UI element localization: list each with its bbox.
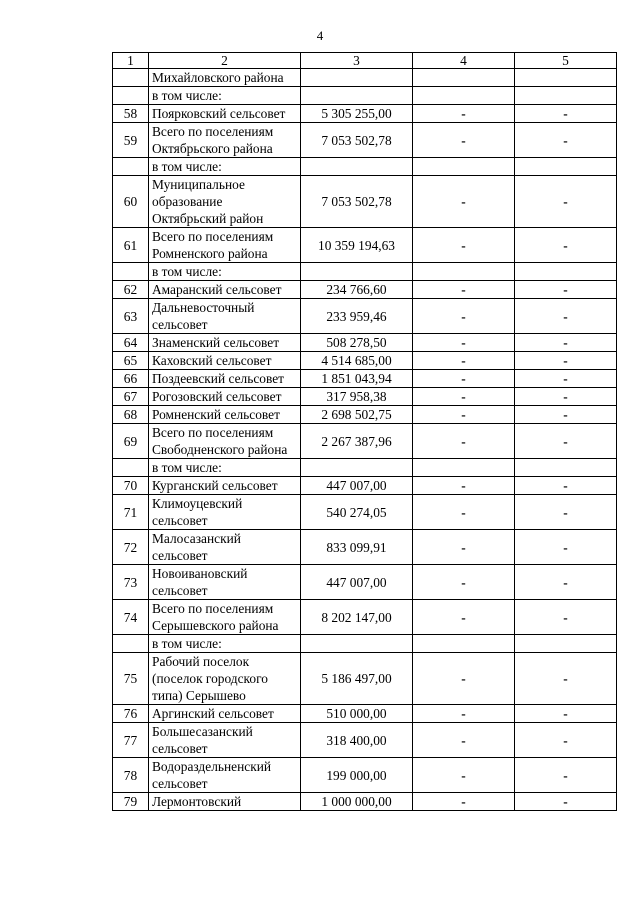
row-amount-cell: 199 000,00 xyxy=(301,758,413,793)
row-name-cell: Знаменский сельсовет xyxy=(149,334,301,352)
row-name-cell: Всего по поселениям Серышевского района xyxy=(149,600,301,635)
row-number-cell: 61 xyxy=(113,228,149,263)
row-amount-cell xyxy=(301,87,413,105)
row-name-cell: Амаранский сельсовет xyxy=(149,281,301,299)
row-col5-cell: - xyxy=(515,758,617,793)
budget-table xyxy=(112,52,617,811)
row-name-cell: Аргинский сельсовет xyxy=(149,705,301,723)
table-row xyxy=(113,723,617,758)
row-col4-cell: - xyxy=(413,334,515,352)
row-col5-cell: - xyxy=(515,565,617,600)
row-name-cell: Дальневосточный сельсовет xyxy=(149,299,301,334)
row-name-cell: Всего по поселениям Октябрьского района xyxy=(149,123,301,158)
row-number-cell: 60 xyxy=(113,176,149,228)
row-amount-cell: 234 766,60 xyxy=(301,281,413,299)
row-col4-cell: - xyxy=(413,105,515,123)
row-number-cell: 66 xyxy=(113,370,149,388)
row-col5-cell: - xyxy=(515,299,617,334)
row-number-cell: 68 xyxy=(113,406,149,424)
row-amount-cell: 833 099,91 xyxy=(301,530,413,565)
row-col5-cell: - xyxy=(515,705,617,723)
row-number-cell xyxy=(113,459,149,477)
row-col5-cell: - xyxy=(515,105,617,123)
row-col4-cell: - xyxy=(413,281,515,299)
row-amount-cell: 510 000,00 xyxy=(301,705,413,723)
row-col4-cell: - xyxy=(413,530,515,565)
row-amount-cell xyxy=(301,459,413,477)
row-amount-cell: 5 305 255,00 xyxy=(301,105,413,123)
row-name-cell: в том числе: xyxy=(149,87,301,105)
row-name-cell: в том числе: xyxy=(149,635,301,653)
table-header-row xyxy=(113,53,617,69)
row-number-cell: 74 xyxy=(113,600,149,635)
row-name-cell: Всего по поселениям Свободненского района xyxy=(149,424,301,459)
header-cell: 2 xyxy=(149,53,301,69)
table-row xyxy=(113,123,617,158)
row-number-cell xyxy=(113,87,149,105)
row-col4-cell xyxy=(413,158,515,176)
row-col4-cell: - xyxy=(413,228,515,263)
row-col5-cell: - xyxy=(515,653,617,705)
row-name-cell: в том числе: xyxy=(149,459,301,477)
row-name-cell: Всего по поселениям Ромненского района xyxy=(149,228,301,263)
header-cell: 4 xyxy=(413,53,515,69)
table-row xyxy=(113,495,617,530)
row-number-cell: 64 xyxy=(113,334,149,352)
table-row xyxy=(113,705,617,723)
row-col5-cell: - xyxy=(515,600,617,635)
row-amount-cell: 8 202 147,00 xyxy=(301,600,413,635)
row-col5-cell xyxy=(515,87,617,105)
row-col5-cell: - xyxy=(515,406,617,424)
row-number-cell xyxy=(113,69,149,87)
row-amount-cell: 7 053 502,78 xyxy=(301,123,413,158)
table-row xyxy=(113,406,617,424)
table-row xyxy=(113,600,617,635)
row-number-cell: 67 xyxy=(113,388,149,406)
row-col5-cell: - xyxy=(515,281,617,299)
table-row xyxy=(113,263,617,281)
row-col4-cell: - xyxy=(413,176,515,228)
table-row xyxy=(113,87,617,105)
row-col5-cell: - xyxy=(515,530,617,565)
row-col4-cell: - xyxy=(413,495,515,530)
row-col4-cell: - xyxy=(413,758,515,793)
row-col5-cell xyxy=(515,69,617,87)
row-amount-cell: 10 359 194,63 xyxy=(301,228,413,263)
row-amount-cell: 5 186 497,00 xyxy=(301,653,413,705)
table-row xyxy=(113,281,617,299)
row-number-cell: 59 xyxy=(113,123,149,158)
row-col5-cell: - xyxy=(515,352,617,370)
row-name-cell: Михайловского района xyxy=(149,69,301,87)
row-col5-cell: - xyxy=(515,370,617,388)
row-name-cell: Климоуцевский сельсовет xyxy=(149,495,301,530)
row-col4-cell xyxy=(413,69,515,87)
row-amount-cell: 1 851 043,94 xyxy=(301,370,413,388)
row-amount-cell xyxy=(301,263,413,281)
row-amount-cell xyxy=(301,635,413,653)
row-amount-cell: 318 400,00 xyxy=(301,723,413,758)
row-number-cell: 63 xyxy=(113,299,149,334)
row-col5-cell: - xyxy=(515,495,617,530)
table-row xyxy=(113,459,617,477)
row-col5-cell: - xyxy=(515,424,617,459)
row-name-cell: Рабочий поселок (поселок городского типа) Серышево xyxy=(149,653,301,705)
row-number-cell xyxy=(113,158,149,176)
row-col5-cell: - xyxy=(515,793,617,811)
row-amount-cell: 1 000 000,00 xyxy=(301,793,413,811)
row-number-cell: 79 xyxy=(113,793,149,811)
row-number-cell: 75 xyxy=(113,653,149,705)
row-number-cell: 70 xyxy=(113,477,149,495)
row-number-cell: 72 xyxy=(113,530,149,565)
row-col5-cell: - xyxy=(515,477,617,495)
row-amount-cell: 447 007,00 xyxy=(301,565,413,600)
row-col4-cell: - xyxy=(413,600,515,635)
row-amount-cell: 4 514 685,00 xyxy=(301,352,413,370)
row-col5-cell xyxy=(515,158,617,176)
table-row xyxy=(113,530,617,565)
row-number-cell xyxy=(113,263,149,281)
row-col5-cell: - xyxy=(515,228,617,263)
row-amount-cell: 7 053 502,78 xyxy=(301,176,413,228)
row-number-cell: 71 xyxy=(113,495,149,530)
row-col4-cell xyxy=(413,635,515,653)
row-name-cell: в том числе: xyxy=(149,158,301,176)
header-cell: 3 xyxy=(301,53,413,69)
row-col4-cell: - xyxy=(413,388,515,406)
row-col4-cell: - xyxy=(413,352,515,370)
row-col4-cell xyxy=(413,87,515,105)
table-row xyxy=(113,635,617,653)
table-row xyxy=(113,758,617,793)
row-col5-cell: - xyxy=(515,723,617,758)
table-row xyxy=(113,158,617,176)
row-col5-cell: - xyxy=(515,123,617,158)
row-name-cell: Большесазанский сельсовет xyxy=(149,723,301,758)
row-col4-cell: - xyxy=(413,705,515,723)
row-number-cell: 69 xyxy=(113,424,149,459)
row-col5-cell xyxy=(515,459,617,477)
table-row xyxy=(113,299,617,334)
row-name-cell: Новоивановский сельсовет xyxy=(149,565,301,600)
row-number-cell: 58 xyxy=(113,105,149,123)
row-number-cell: 62 xyxy=(113,281,149,299)
row-amount-cell xyxy=(301,158,413,176)
row-number-cell: 77 xyxy=(113,723,149,758)
row-col4-cell: - xyxy=(413,793,515,811)
table-row xyxy=(113,793,617,811)
table-row xyxy=(113,477,617,495)
row-name-cell: Муниципальное образование Октябрьский район xyxy=(149,176,301,228)
row-col5-cell xyxy=(515,635,617,653)
row-name-cell: Малосазанский сельсовет xyxy=(149,530,301,565)
row-col4-cell: - xyxy=(413,424,515,459)
row-name-cell: Ромненский сельсовет xyxy=(149,406,301,424)
table-row xyxy=(113,370,617,388)
row-number-cell: 76 xyxy=(113,705,149,723)
row-name-cell: Поздеевский сельсовет xyxy=(149,370,301,388)
row-amount-cell xyxy=(301,69,413,87)
table-row xyxy=(113,334,617,352)
row-amount-cell: 508 278,50 xyxy=(301,334,413,352)
table-row xyxy=(113,388,617,406)
table-row xyxy=(113,228,617,263)
row-amount-cell: 2 698 502,75 xyxy=(301,406,413,424)
row-col4-cell: - xyxy=(413,653,515,705)
row-amount-cell: 447 007,00 xyxy=(301,477,413,495)
row-col4-cell: - xyxy=(413,406,515,424)
table-row xyxy=(113,653,617,705)
row-name-cell: Лермонтовский xyxy=(149,793,301,811)
row-col5-cell: - xyxy=(515,388,617,406)
row-number-cell: 78 xyxy=(113,758,149,793)
header-cell: 5 xyxy=(515,53,617,69)
table-row xyxy=(113,565,617,600)
row-col5-cell: - xyxy=(515,176,617,228)
row-number-cell: 65 xyxy=(113,352,149,370)
row-name-cell: Каховский сельсовет xyxy=(149,352,301,370)
row-amount-cell: 540 274,05 xyxy=(301,495,413,530)
table-row xyxy=(113,352,617,370)
row-amount-cell: 2 267 387,96 xyxy=(301,424,413,459)
table-row xyxy=(113,69,617,87)
table-row xyxy=(113,424,617,459)
row-col4-cell: - xyxy=(413,370,515,388)
header-cell: 1 xyxy=(113,53,149,69)
row-amount-cell: 233 959,46 xyxy=(301,299,413,334)
row-name-cell: Курганский сельсовет xyxy=(149,477,301,495)
row-col4-cell: - xyxy=(413,299,515,334)
row-name-cell: Поярковский сельсовет xyxy=(149,105,301,123)
table-row xyxy=(113,176,617,228)
row-col4-cell: - xyxy=(413,723,515,758)
row-col4-cell xyxy=(413,263,515,281)
row-amount-cell: 317 958,38 xyxy=(301,388,413,406)
row-col4-cell xyxy=(413,459,515,477)
row-col5-cell xyxy=(515,263,617,281)
row-col4-cell: - xyxy=(413,123,515,158)
row-col4-cell: - xyxy=(413,477,515,495)
row-name-cell: в том числе: xyxy=(149,263,301,281)
row-number-cell: 73 xyxy=(113,565,149,600)
page-number: 4 xyxy=(316,28,324,43)
row-col5-cell: - xyxy=(515,334,617,352)
table-row xyxy=(113,105,617,123)
row-name-cell: Рогозовский сельсовет xyxy=(149,388,301,406)
row-number-cell xyxy=(113,635,149,653)
row-name-cell: Водораздельненский сельсовет xyxy=(149,758,301,793)
row-col4-cell: - xyxy=(413,565,515,600)
